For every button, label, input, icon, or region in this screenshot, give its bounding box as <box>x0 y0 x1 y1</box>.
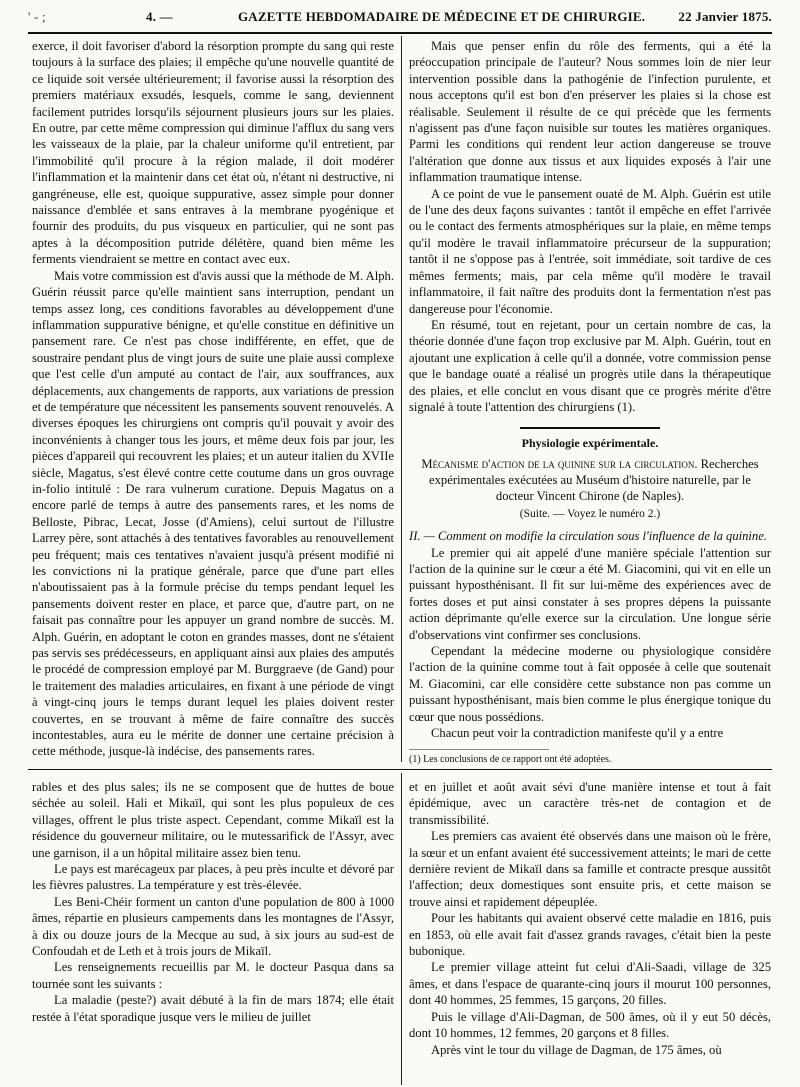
paragraph: Le premier qui ait appelé d'une manière spéciale l'attention sur l'action de la quinine sur le cœur a été M. Giacomini, qui vit en elle un puissant hyposthénisant. Il fit sur lui-même des expériences avec de fortes doses et put ainsi constater à ses propres dépens la puissante action déprimante qu'elle exerce sur la circulation. Une longue série d'observations vint confirmer ses conclusions. <box>409 545 771 642</box>
paragraph: Chacun peut voir la contradiction manifeste qu'il y a entre <box>431 726 724 741</box>
paragraph: rables et des plus sales; ils ne se composent que de huttes de boue séchée au soleil. Hali et Mikaïl, qui sont les plus populeux de ces villages, offrent le plus triste aspect. Cependant, comme Mikaïl est la résidence du gouverneur militaire, ou le mutessarifick de l'Assyr, avec une garnison, il a un hôpital militaire assez bien tenu. <box>32 780 394 860</box>
paragraph: Les renseignements recueillis par M. le docteur Pasqua dans sa tournée sont les suivants : <box>32 960 394 991</box>
paragraph: Cependant la médecine moderne ou physiologique considère l'action de la quinine comme tout à fait opposée à celle que soutenait M. Giacomini, car elle considère cette substance non pas comme un puissant hyposthénisant, mais bien comme le plus énergique tonique du cœur que nous possédions. <box>409 644 771 724</box>
paragraph: Mais votre commission est d'avis aussi que la méthode de M. Alph. Guérin réussit parce qu'elle maintient sans interruption, pendant un temps assez long, ces conditions favorables au développement d'une inflammation suppurative bénigne, et qu'elle constitue en définitive un pansement rare. Ce n'est pas chose indifférente, en effet, que de soustraire pendant plus de vingt jours de suite une plaie aussi complexe que l'est celle d'un amputé au contact de l'air, aux souffrances, aux déplacements, aux changements de rapports, aux variations de pression et de température que nécessitent les pansements souvent renouvelés. A diverses époques les chirurgiens ont compris qu'il pouvait y avoir des inconvénients à changer tous les jours, et même deux fois par jour, les pièces d'appareil qui recouvrent les plaies; et un auteur italien du XVIIe siècle, Magatus, s'est élevé contre cette coutume dans un gros ouvrage in-folio intitulé : De rara vulnerum curatione. Depuis Magatus on a encore parlé de temps à autre des pansements rares, et les noms de Belloste, Pibrac, Lecat, Josse (d'Amiens), celui surtout de l'illustre Larrey père, sont attachés à des tentatives favorables au renouvellement peu fréquent; mais ces tentatives n'avaient jusqu'à présent modifié ni les convictions ni la pratique générale, parce que d'une part elles n'aboutissaient pas à la formule précise du temps pendant lequel les pansements doivent rester en place, et parce que, d'autre part, on ne faisait pas connaître pour les appuyer un grand nombre de succès. M. Alph. Guérin, en adoptant le coton en grandes masses, dont ne s'étaient pas servis ses prédécesseurs, en appliquant ainsi aux plaies des amputés le procédé de compression employé par M. Burggraeve (de Gand) pour le traitement des maladies articulaires, en fixant à une période de vingt à vingt-cinq jours le temps durant lequel les plaies doivent rester couvertes, en se trouvant à même de faire connaître des succès incontestables, aura eu le mérite de donner une certaine précision à cette méthode, jusque-là indécise, des pansements rares. <box>32 268 394 759</box>
paragraph: et en juillet et août avait sévi d'une manière intense et tout à fait épidémique, avec un caractère très-net de contagion et de transmissibilité. <box>409 780 771 827</box>
section-rule <box>520 427 660 429</box>
issue-date: 22 Janvier 1875. <box>678 9 772 24</box>
header-rule <box>28 32 772 34</box>
column-divider-bottom <box>401 773 402 1085</box>
column-divider-top <box>401 36 402 762</box>
paragraph: Le pays est marécageux par places, à peu près inculte et dévoré par les fièvres palustres. La température y est très-élevée. <box>32 862 394 893</box>
paragraph: Après vint le tour du village de Dagman, de 175 âmes, où <box>431 1042 722 1057</box>
margin-marks: ' - ; <box>28 9 46 24</box>
footnote-text: (1) Les conclusions de ce rapport ont été adoptées. <box>409 754 612 766</box>
paragraph: Puis le village d'Ali-Dagman, de 500 âmes, où il y eut 50 décès, dont 10 hommes, 12 femmes, 20 garçons et 8 filles. <box>409 1009 771 1041</box>
paragraph: La maladie (peste?) avait débuté à la fin de mars 1874; elle était restée à l'état sporadique jusque vers le milieu de juillet <box>32 993 394 1024</box>
section-divider-rule <box>28 769 772 770</box>
article-title-smallcaps: Mécanisme d'action de la quinine sur la circulation. <box>421 456 698 471</box>
paragraph: Pour les habitants qui avaient observé cette maladie en 1816, puis en 1853, où elle avait fait d'assez grands ravages, c'était bien la peste bubonique. <box>409 911 771 959</box>
paragraph: Le premier village atteint fut celui d'Ali-Saadi, village de 325 âmes, et dans l'espace de quarante-cinq jours il mourut 100 personnes, dont 40 hommes, 25 femmes, 15 garçons, 20 filles. <box>409 960 771 1008</box>
article-title <box>409 456 771 504</box>
page-number: 4. — <box>146 9 173 24</box>
continuation-note: (Suite. — Voyez le numéro 2.) <box>519 507 661 520</box>
section-heading: Physiologie expérimentale. <box>521 436 659 451</box>
footnote <box>409 749 612 766</box>
paragraph: exerce, il doit favoriser d'abord la résorption prompte du sang qui reste toujours à la surface des plaies; il empêche qu'une nouvelle quantité de ce liquide soit versée ultérieurement; il favorise aussi la résorption des premiers matériaux exsudés, lesquels, comme le sang, deviennent facilement putrides lorsqu'ils séjournent plusieurs jours sur les plaies. En outre, par cette même compression qui diminue l'afflux du sang vers les vaisseaux de la plaie, par la chaleur uniforme qu'il entretient, par l'immobilité qu'il procure à la région malade, il doit modérer l'inflammation et la maintenir dans cet état où, n'étant ni destructive, ni gangréneuse, elle est, quoique suppurative, assez simple pour donner naissance d'emblée et sans entraves à la membrane pyogénique et fournir des produits, du pus visqueux en particulier, qui ne sont pas aptes à la décomposition putride délétère, quand bien même les ferments viendraient se mettre en contact avec eux. <box>32 39 394 267</box>
paragraph: Les premiers cas avaient été observés dans une maison où le frère, la sœur et un enfant avaient été successivement atteints; le mari de cette dernière revient de Mikaïl dans sa famille et contracte presque aussitôt l'affection; deux domestiques sont ensuite pris, et cette maison se trouve ainsi et rapidement dépeuplée. <box>409 829 771 909</box>
page-header <box>28 2 772 32</box>
column-right-top <box>409 38 771 766</box>
paragraph: Les Beni-Chéir forment un canton d'une population de 800 à 1000 âmes, répartie en plusieurs campements dans les montagnes de l'Assyr, à dix ou douze jours de la Mecque au sud, à six jours au sud-est de Confoudah et de Leth et à trois jours de Mikaïl. <box>32 894 394 959</box>
paragraph: En résumé, tout en rejetant, pour un certain nombre de cas, la théorie donnée d'une façon trop exclusive par M. Alph. Guérin, tout en ajoutant une explication à celle qu'il a donnée, votre commission pense que le bandage ouaté a réalisé un progrès utile dans la thérapeutique des plaies, et elle conclut en vous disant que ce progrès mérite d'être signalé à toute l'attention des chirurgiens (1). <box>409 317 771 414</box>
column-right-bottom <box>409 779 771 1084</box>
journal-title: GAZETTE HEBDOMADAIRE DE MÉDECINE ET DE CHIRURGIE. <box>238 9 646 24</box>
paragraph: Mais que penser enfin du rôle des ferments, qui a été la préoccupation principale de l'auteur? Nous sommes loin de nier leur intervention possible dans la pathogénie de l'infection purulente, et nous acceptons qu'il est bon d'en préserver les plaies si la chose est réalisable. Seulement il résulte de ce qui précède que les ferments n'agissent pas d'une façon nuisible sur toutes les matières organiques. Parmi les conditions qui rendent leur action dangereuse se trouve l'altération que donne aux tissus et aux liquides exposés à l'air une inflammation traumatique intense. <box>409 39 771 185</box>
paragraph: A ce point de vue le pansement ouaté de M. Alph. Guérin est utile de l'une des deux façons suivantes : tantôt il empêche en effet l'arrivée ou le contact des ferments atmosphériques sur la plaie, en même temps qu'il modère le travail inflammatoire précurseur de la suppuration; tantôt il ne s'oppose pas à l'entrée, soit immédiate, soit tardive de ces mêmes ferments; mais, par cela même qu'il modère le travail inflammatoire, il fait naître des produits dont la fermentation n'est pas dangereuse pour l'économie. <box>409 186 771 316</box>
article-title-rest: Recherches expérimentales exécutées au Muséum d'histoire naturelle, par le docteur Vincent Chirone (de Naples). <box>429 456 759 503</box>
subsection-heading: II. — Comment on modifie la circulation sous l'influence de la quinine. <box>409 529 767 544</box>
column-left-top <box>32 38 394 759</box>
column-left-bottom <box>32 779 394 1084</box>
